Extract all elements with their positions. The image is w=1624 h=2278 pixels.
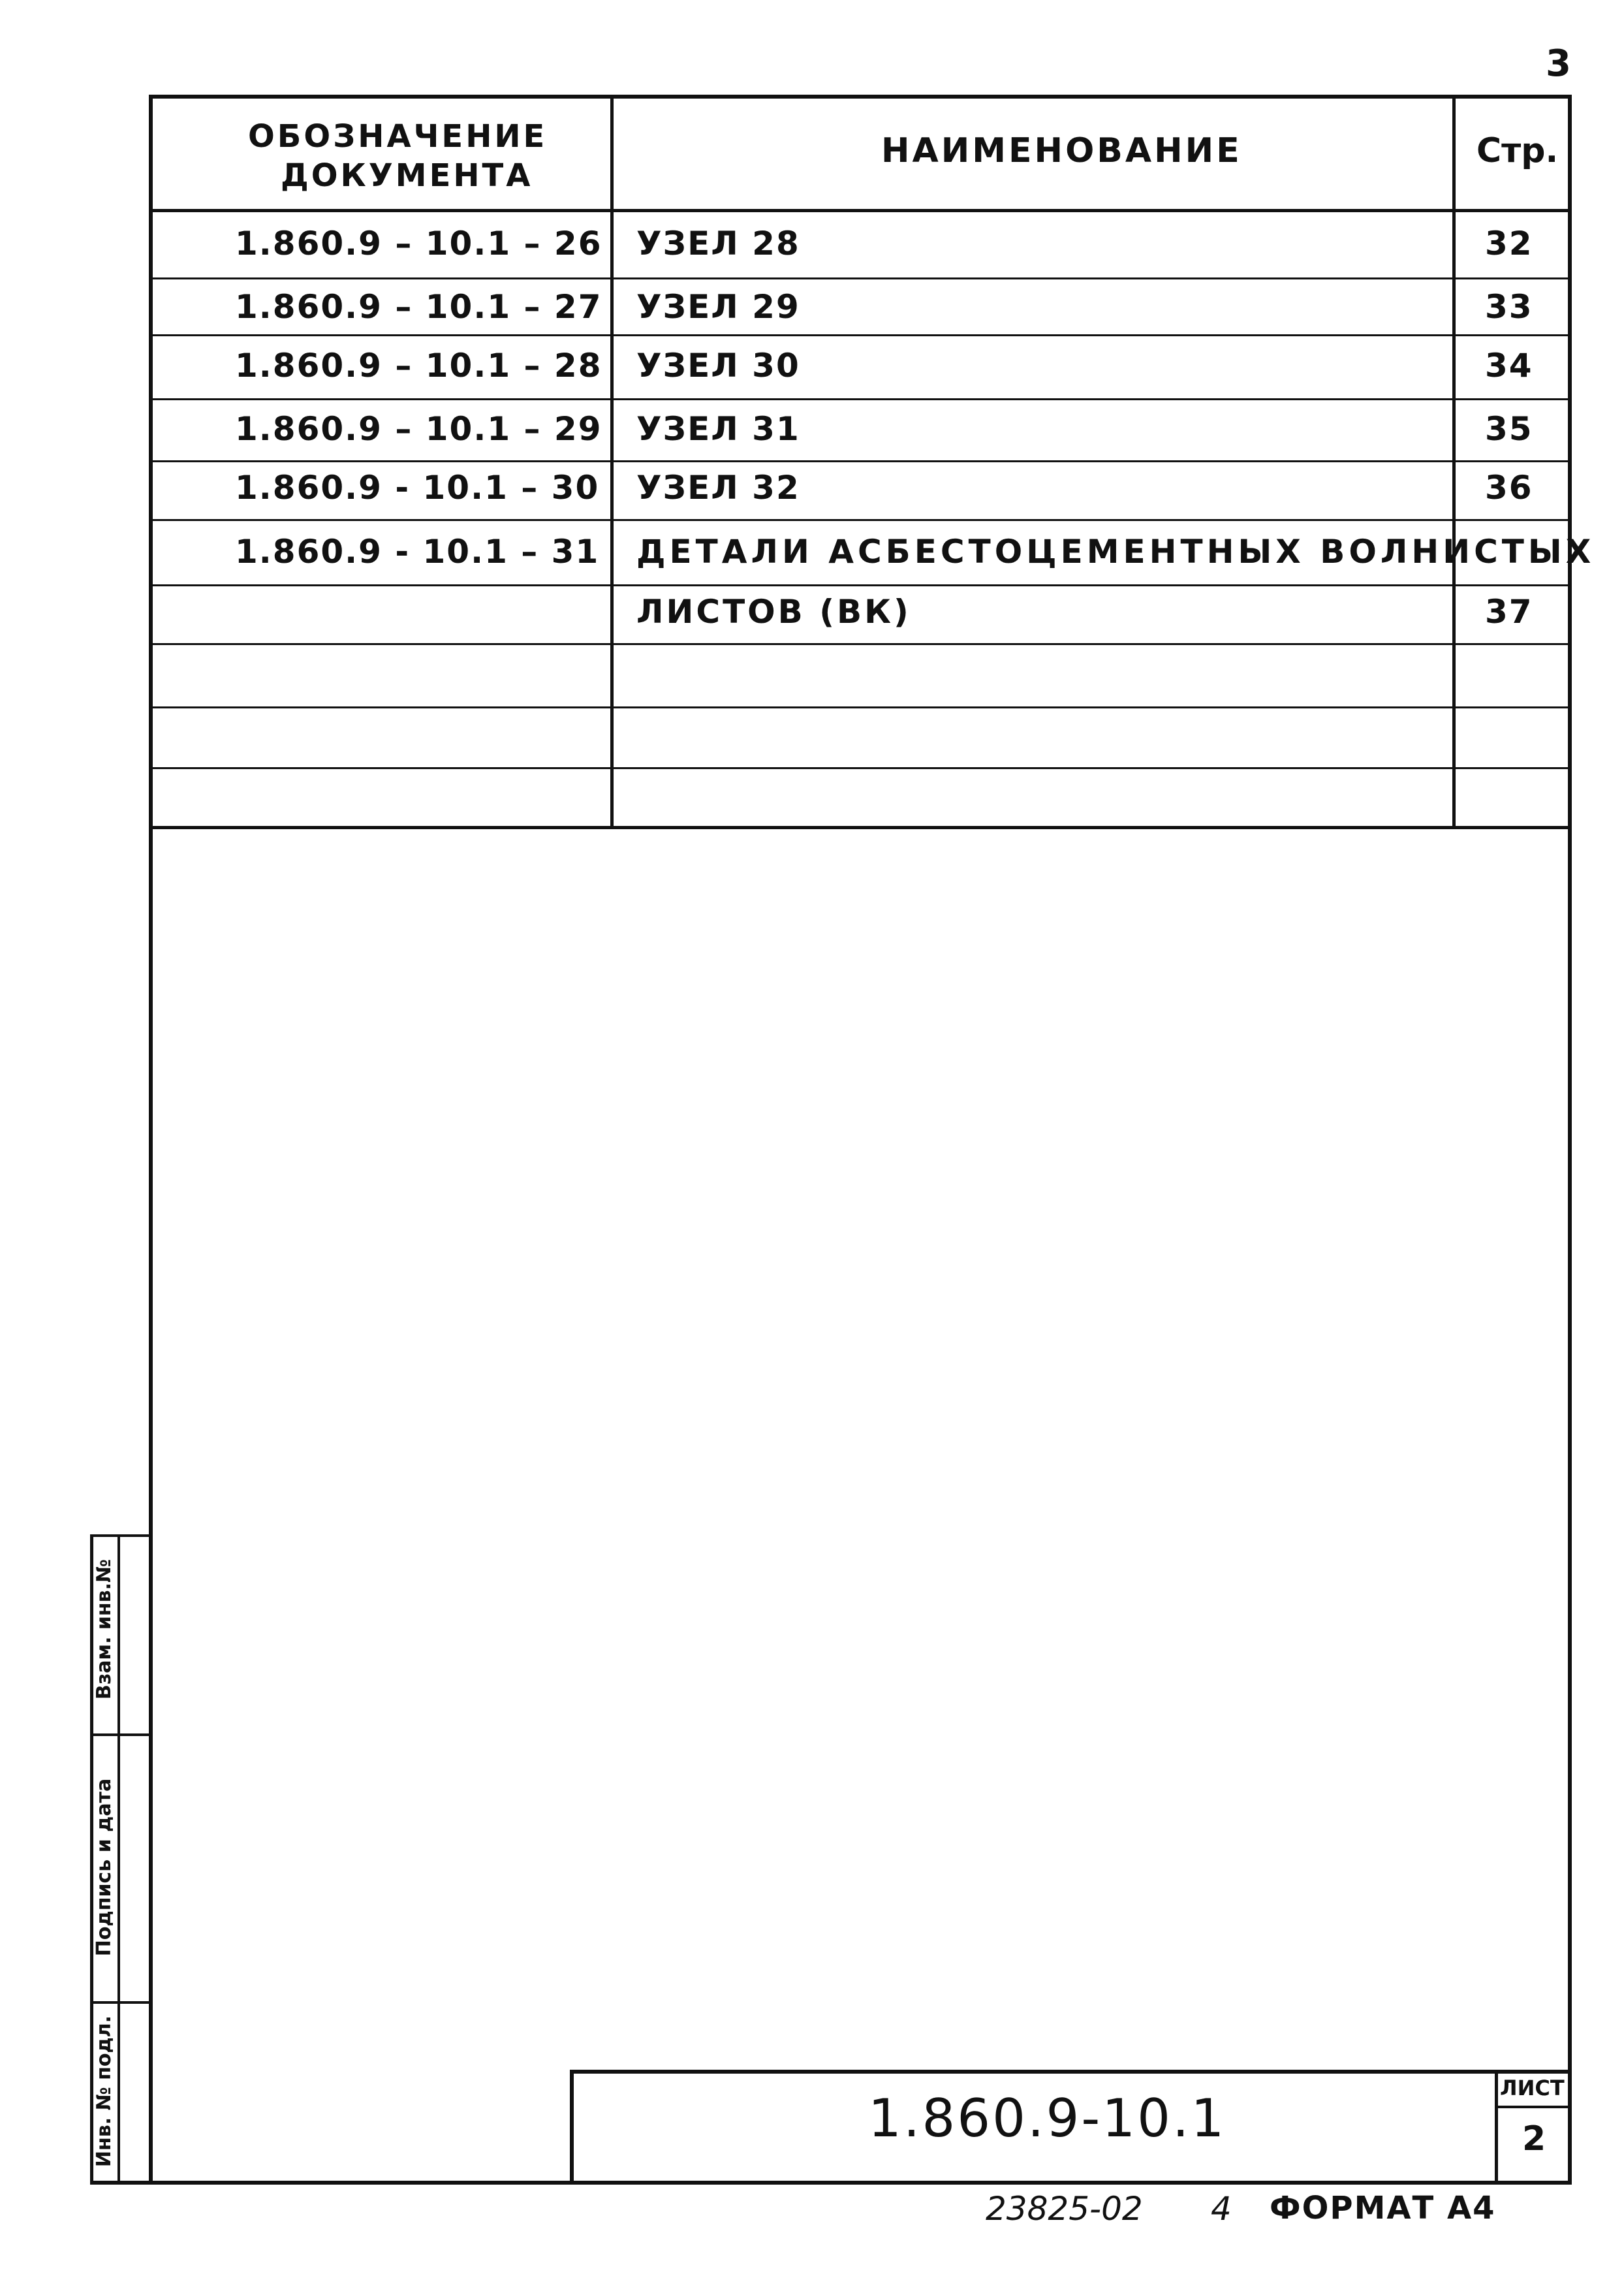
frame-left	[149, 95, 153, 2184]
frame-right	[1568, 95, 1572, 2184]
header-name: НАИМЕНОВАНИЕ	[881, 131, 1242, 170]
row-line	[149, 277, 1572, 279]
sheet-number: 2	[1522, 2119, 1546, 2159]
table-row-1-page: 32	[1485, 225, 1533, 262]
table-row-2-designation: 1.860.9 – 10.1 – 27	[235, 288, 602, 326]
table-row-5-name: УЗЕЛ 32	[636, 469, 800, 507]
row-line	[149, 334, 1572, 336]
table-row-7-name: ЛИСТОВ (ВК)	[636, 593, 911, 631]
table-row-3-page: 34	[1485, 347, 1533, 385]
footer-inventory: 23825-02	[986, 2190, 1143, 2228]
table-row-3-name: УЗЕЛ 30	[636, 347, 800, 385]
title-block-sheet-label-line	[1495, 2106, 1572, 2108]
table-row-1-name: УЗЕЛ 28	[636, 225, 800, 262]
table-row-6-name: ДЕТАЛИ АСБЕСТОЦЕМЕНТНЫХ ВОЛНИСТЫХ	[636, 533, 1595, 571]
title-block-left	[570, 2070, 574, 2184]
table-row-4-page: 35	[1485, 410, 1533, 448]
row-line	[149, 706, 1572, 708]
row-line-table-end	[149, 826, 1572, 829]
header-designation-line1: ОБОЗНАЧЕНИЕ	[248, 118, 548, 155]
row-line	[149, 767, 1572, 769]
table-row-4-name: УЗЕЛ 31	[636, 410, 800, 448]
frame-top	[149, 95, 1572, 99]
table-row-1-designation: 1.860.9 – 10.1 – 26	[235, 225, 602, 262]
sheet-label: ЛИСТ	[1500, 2076, 1565, 2100]
footer-copy: 4	[1211, 2190, 1232, 2228]
footer-format: ФОРМАТ А4	[1270, 2190, 1496, 2226]
table-row-4-designation: 1.860.9 – 10.1 – 29	[235, 410, 602, 448]
stamp-inner-line	[117, 1534, 120, 2184]
table-row-7-page: 37	[1485, 593, 1533, 631]
table-row-3-designation: 1.860.9 – 10.1 – 28	[235, 347, 602, 385]
row-line	[149, 398, 1572, 400]
table-row-2-name: УЗЕЛ 29	[636, 288, 800, 326]
table-row-5-page: 36	[1485, 469, 1533, 507]
document-code: 1.860.9-10.1	[868, 2088, 1226, 2149]
table-row-2-page: 33	[1485, 288, 1533, 326]
stamp-inv-replace: Взам. инв.№	[93, 1558, 116, 1700]
stamp-div-1	[90, 1733, 152, 1736]
header-page: Стр.	[1476, 131, 1559, 170]
title-block-top	[570, 2070, 1572, 2074]
page-number: 3	[1546, 42, 1571, 85]
table-row-6-designation: 1.860.9 - 10.1 – 31	[235, 533, 600, 571]
stamp-div-2	[90, 2001, 152, 2004]
stamp-top-line	[90, 1534, 152, 1537]
row-line-header	[149, 209, 1572, 212]
stamp-inv-orig: Инв. № подл.	[93, 2015, 116, 2168]
frame-bottom	[90, 2181, 1572, 2185]
row-line	[149, 584, 1572, 586]
title-block-sheet-divider	[1495, 2070, 1498, 2184]
row-line	[149, 643, 1572, 645]
stamp-sign-date: Подпись и дата	[93, 1778, 116, 1957]
header-designation-line2: ДОКУМЕНТА	[281, 157, 533, 194]
row-line	[149, 519, 1572, 521]
row-line	[149, 460, 1572, 462]
table-row-5-designation: 1.860.9 - 10.1 – 30	[235, 469, 600, 507]
